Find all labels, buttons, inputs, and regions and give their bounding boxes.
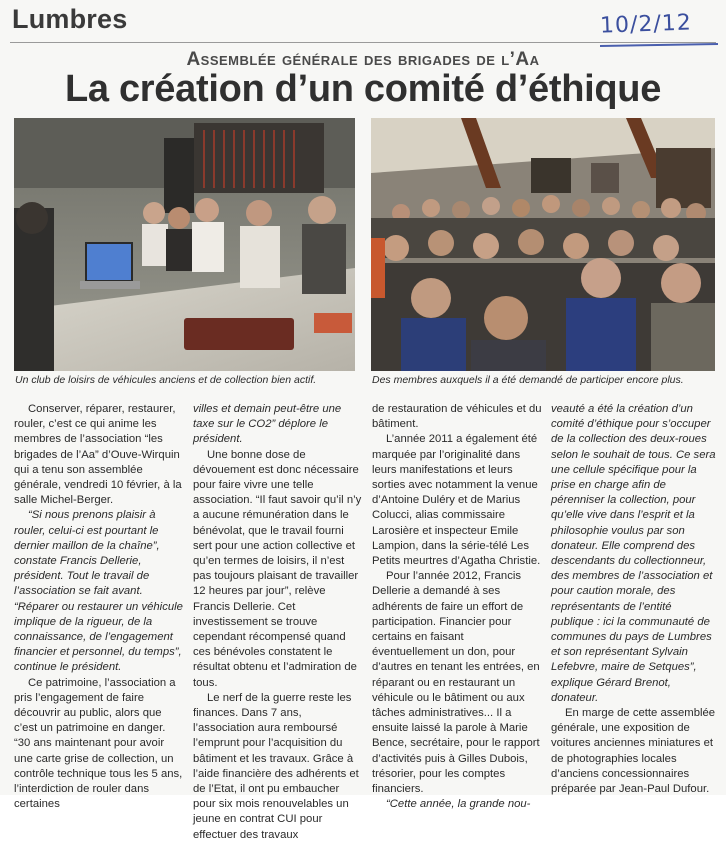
article-column-1 [14, 402, 184, 812]
paragraph: L’année 2011 a également été marquée par l’originalité dans leurs manifestations et leurs sorties avec notamment la venue d’Antoine Duléry et de Marius Colucci, alias commissaire Larosière et inspecteur Emile Lampion, dans la série-télé Les Petits meurtres d’Agatha Christie. [372, 433, 541, 568]
photo-caption-left: Un club de loisirs de véhicules anciens et de collection bien actif. [15, 374, 317, 386]
date-underline [600, 43, 718, 47]
photo-meeting-table [14, 118, 355, 371]
article-column-3 [372, 402, 542, 812]
paragraph: Le nerf de la guerre reste les finances. Dans 7 ans, l’association aura remboursé l’emprunt pour l’acquisition du bâtiment et les travaux. Grâce à l’aide financière des adhérents et de l’Etat, il ont pu embaucher pour six mois renouvelables un jeune en contrat CUI pour effectuer des travaux [193, 691, 359, 841]
paragraph: Une bonne dose de dévouement est donc nécessaire pour faire vivre une telle association. “Il faut savoir qu’il n’y a aucune rémunération dans le bénévolat, que le travail fourni sert pour une action collective et qu’en termes de loisirs, il n’est pas toujours plaisant de travailler 12 heures par jour”, relève Francis Dellerie. Cet investissement se trouve cependant récompensé quand ces bénévoles constatent le résultat obtenu et l’admiration de tous. [193, 448, 362, 689]
paragraph: de restauration de véhicules et du bâtiment. [372, 403, 542, 431]
paragraph: veauté a été la création d’un comité d’éthique pour s’occuper de la collection des deux-roues selon le souhait de tous. Ce sera une cellule spécifique pour la prise en charge afin de pérenniser la collection, pour qu’elle vive dans l’esprit et la philosophie voulus par son donateur. Elle comprend des descendants du collectionneur, des membres de l’association et pour caution morale, des représentants de l’entité publique : ici la communauté de communes du pays de Lumbres et son représentant Sylvain Lefebvre, maire de Setques”, explique Gérard Brenot, donateur. [551, 403, 716, 704]
paragraph: En marge de cette assemblée générale, une exposition de voitures anciennes miniatures et de photographies locales d’anciens concessionnaires préparée par Jean-Paul Dufour. [551, 707, 716, 796]
paragraph: villes et demain peut-être une taxe sur le CO2” déplore le président. [193, 403, 342, 446]
paragraph: Pour l’année 2012, Francis Dellerie a demandé à ses adhérents de faire un effort de participation. Financier pour certains en faisant éventuellement un don, pour d’autres en tenant les entrées, en réparant ou en restaurant un véhicule ou le bâtiment ou aux tâches administratives... Il a ensuite laissé la parole à Marie Bence, secrétaire, pour le rapport d’activités puis à Gilles Dubois, trésorier, pour les comptes financiers. [372, 570, 540, 796]
handwritten-date: 10/2/12 [599, 10, 693, 39]
photo-audience [371, 118, 715, 371]
photo-caption-right: Des membres auxquels il a été demandé de participer encore plus. [372, 374, 684, 386]
paragraph: Ce patrimoine, l’association a pris l’engagement de faire découvrir au public, alors que c’est un patrimoine en danger. “30 ans maintenant pour avoir une carte grise de collection, un contrôle technique tous les 5 ans, l’interdiction de rouler dans certaines [14, 676, 183, 811]
paragraph: Conserver, réparer, restaurer, rouler, c’est ce qui anime les membres de l’association “les brigades de l’Aa” d’Ouve-Wirquin qui a tenu son assemblée générale, vendredi 10 février, à la salle Michel-Berger. [14, 403, 182, 507]
kicker: Assemblée générale des brigades de l’Aa [186, 49, 540, 70]
section-title: Lumbres [12, 4, 128, 34]
headline: La création d’un comité d’éthique [64, 68, 662, 110]
header-rule [10, 42, 716, 43]
paragraph: “Cette année, la grande nou- [386, 798, 531, 811]
article-column-4 [551, 402, 717, 797]
paragraph: “Si nous prenons plaisir à rouler, celui-ci est pourtant le dernier maillon de la chaîne”, constate Francis Dellerie, président. Tout le travail de l’association se fait avant. “Réparer ou restaurer un véhicule implique de la rigueur, de la connaissance, de l’engagement financier et personnel, du temps”, continue le président. [14, 509, 183, 674]
article-column-2 [193, 402, 363, 843]
